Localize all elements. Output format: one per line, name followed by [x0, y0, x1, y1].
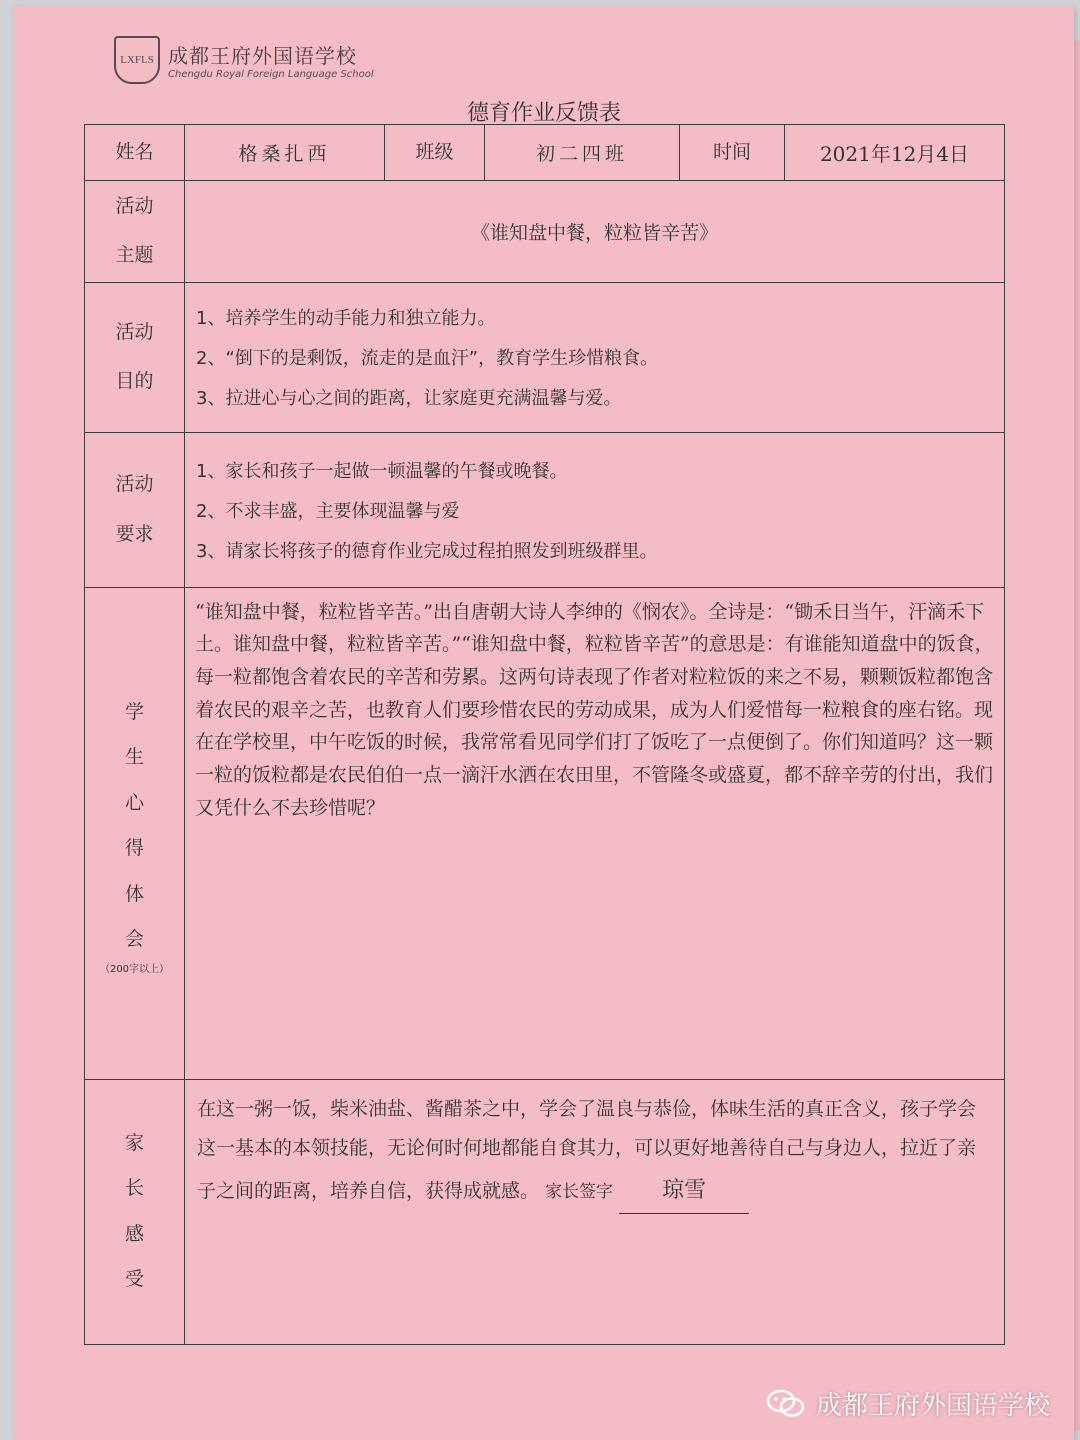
purpose-label-line-2: 目的 — [115, 370, 154, 393]
feedback-table — [84, 124, 1005, 1345]
header-row — [85, 125, 1005, 181]
student-label-char: 会 — [124, 928, 144, 951]
feedback-form-sheet — [14, 6, 1074, 1440]
word-count-note: （200字以上） — [99, 964, 170, 976]
student-label-char: 体 — [124, 882, 144, 905]
parent-feedback-text: 在这一粥一饭，柴米油盐、酱醋茶之中，学会了温良与恭俭，体味生活的真正含义，孩子学会这一基本的本领技能，无论何时何地都能自食其力，可以更好地善待自己与身边人，拉近了亲子之间的距离，培养自信，获得成就感。 — [197, 1097, 977, 1202]
purpose-row — [85, 282, 1005, 432]
requirement-item: 3、请家长将孩子的德育作业完成过程拍照发到班级群里。 — [196, 540, 658, 562]
parent-feedback — [185, 1079, 1005, 1344]
requirement-label-line-2: 要求 — [115, 522, 154, 545]
student-label-char: 心 — [124, 791, 144, 814]
time-label: 时间 — [680, 125, 785, 181]
theme-label-line-2: 主题 — [115, 244, 154, 267]
student-label-char: 得 — [124, 837, 144, 860]
requirement-item: 1、家长和孩子一起做一顿温馨的午餐或晚餐。 — [196, 460, 568, 482]
requirement-item: 2、不求丰盛，主要体现温馨与爱 — [196, 500, 460, 522]
wechat-watermark — [766, 1385, 1050, 1422]
requirement-label — [85, 432, 185, 587]
theme-row — [85, 181, 1005, 283]
time-value: 2021年12月4日 — [785, 125, 1005, 181]
school-emblem-icon: LXFLS — [114, 36, 160, 84]
requirement-list — [185, 432, 1005, 587]
school-name-en: Chengdu Royal Foreign Language School — [168, 69, 374, 80]
class-label: 班级 — [385, 125, 485, 181]
purpose-item: 1、培养学生的动手能力和独立能力。 — [196, 308, 496, 330]
student-label-char: 学 — [124, 700, 144, 723]
parent-signature: 琼雪 — [619, 1168, 749, 1214]
class-value: 初二四班 — [485, 125, 680, 181]
watermark-text: 成都王府外国语学校 — [815, 1391, 1050, 1421]
student-label-char: 生 — [124, 746, 144, 769]
purpose-item: 2、“倒下的是剩饭，流走的是血汗”，教育学生珍惜粮食。 — [196, 348, 659, 370]
requirement-label-line-1: 活动 — [115, 473, 154, 496]
theme-label-line-1: 活动 — [115, 195, 154, 217]
parent-signature-label: 家长签字 — [545, 1181, 614, 1202]
name-value: 格桑扎西 — [185, 125, 385, 181]
student-essay: “谁知盘中餐，粒粒皆辛苦。”出自唐朝大诗人李绅的《悯农》。全诗是：“锄禾日当午，汗滴禾下土。谁知盘中餐，粒粒皆辛苦。”“谁知盘中餐，粒粒皆辛苦”的意思是：有谁能知道盘中的饭食，每一粒都饱含着农民的辛苦和劳累。这两句诗表现了作者对粒粒饭的来之不易，颗颗饭粒都饱含着农民的艰辛之苦，也教育人们要珍惜农民的劳动成果，成为人们爱惜每一粒粮食的座右铭。现在在学校里，中午吃饭的时候，我常常看见同学们打了饭吃了一点便倒了。你们知道吗？这一颗一粒的饭粒都是农民伯伯一点一滴汗水洒在农田里，不管隆冬或盛夏，都不辞辛劳的付出，我们又凭什么不去珍惜呢？ — [185, 587, 1005, 1079]
parent-label-char: 长 — [124, 1177, 144, 1200]
theme-label — [85, 181, 185, 283]
parent-row — [85, 1079, 1005, 1344]
purpose-label-line-1: 活动 — [115, 320, 154, 343]
parent-label-char: 家 — [124, 1131, 144, 1154]
purpose-list — [185, 282, 1005, 432]
name-label: 姓名 — [85, 125, 185, 181]
theme-value: 《谁知盘中餐，粒粒皆辛苦》 — [185, 181, 1005, 283]
parent-label-char: 受 — [124, 1268, 144, 1291]
school-logo — [114, 36, 374, 84]
parent-label — [85, 1079, 185, 1344]
school-name-cn: 成都王府外国语学校 — [168, 44, 357, 68]
student-label — [85, 587, 185, 1079]
purpose-label — [85, 282, 185, 432]
student-row — [85, 587, 1005, 1079]
requirement-row — [85, 432, 1005, 587]
wechat-icon — [766, 1389, 806, 1419]
form-title: 德育作业反馈表 — [466, 101, 621, 126]
purpose-item: 3、拉进心与心之间的距离，让家庭更充满温馨与爱。 — [196, 388, 622, 410]
parent-label-char: 感 — [124, 1222, 144, 1245]
